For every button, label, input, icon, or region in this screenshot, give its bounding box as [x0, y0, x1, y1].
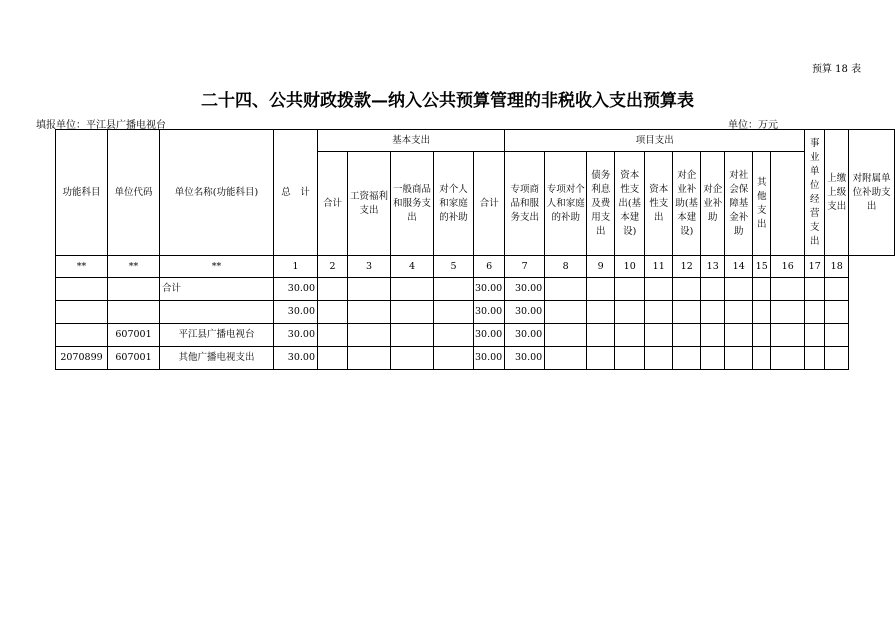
table-cell: 30.00 — [274, 278, 318, 301]
index-cell: ** — [160, 256, 274, 278]
index-cell: 17 — [805, 256, 825, 278]
table-cell — [645, 278, 673, 301]
budget-table — [55, 129, 895, 370]
table-cell — [391, 324, 434, 347]
table-cell — [56, 301, 108, 324]
table-cell — [545, 324, 587, 347]
table-cell: 2070899 — [56, 347, 108, 370]
table-cell — [545, 278, 587, 301]
table-cell — [318, 301, 348, 324]
table-cell — [645, 324, 673, 347]
form-code: 预算 18 表 — [812, 64, 862, 75]
index-cell: 1 — [274, 256, 318, 278]
header-project-enterprise-construction: 对企业补助(基本建设) — [673, 152, 701, 256]
table-cell — [545, 347, 587, 370]
header-enterprise: 事业单位经营支出 — [805, 130, 825, 256]
index-cell: ** — [108, 256, 160, 278]
table-cell — [825, 324, 849, 347]
header-subsidy: 对附属单位补助支出 — [849, 130, 895, 256]
table-cell — [645, 301, 673, 324]
table-cell — [615, 278, 645, 301]
index-cell: 12 — [673, 256, 701, 278]
table-cell — [587, 324, 615, 347]
table-cell: 30.00 — [474, 347, 505, 370]
index-cell: 2 — [318, 256, 348, 278]
table-cell: 30.00 — [474, 278, 505, 301]
page-title: 二十四、公共财政拨款—纳入公共预算管理的非税收入支出预算表 — [201, 91, 694, 111]
header-project-other: 其他支出 — [753, 152, 771, 256]
table-cell — [673, 301, 701, 324]
table-cell — [615, 301, 645, 324]
table-cell — [348, 301, 391, 324]
table-cell — [348, 347, 391, 370]
table-row — [56, 278, 895, 301]
table-cell — [753, 324, 771, 347]
header-basic-personal: 对个人和家庭的补助 — [434, 152, 474, 256]
table-cell — [825, 347, 849, 370]
table-cell — [434, 347, 474, 370]
header-project-capital-construction: 资本性支出(基本建设) — [615, 152, 645, 256]
table-cell — [108, 278, 160, 301]
index-cell: 14 — [725, 256, 753, 278]
table-cell — [771, 324, 805, 347]
table-cell: 30.00 — [274, 301, 318, 324]
table-cell: 607001 — [108, 324, 160, 347]
table-cell — [318, 347, 348, 370]
table-cell: 30.00 — [474, 324, 505, 347]
table-cell: 607001 — [108, 347, 160, 370]
table-cell: 30.00 — [474, 301, 505, 324]
table-cell — [673, 324, 701, 347]
index-cell: 11 — [645, 256, 673, 278]
header-func-subject: 功能科目 — [56, 130, 108, 256]
table-cell — [318, 278, 348, 301]
table-cell — [701, 301, 725, 324]
table-cell — [701, 278, 725, 301]
table-cell — [645, 347, 673, 370]
header-project-debt: 债务利息及费用支出 — [587, 152, 615, 256]
table-cell — [391, 301, 434, 324]
table-cell — [753, 301, 771, 324]
table-cell — [701, 347, 725, 370]
table-cell — [615, 324, 645, 347]
index-row — [56, 256, 895, 278]
index-cell: 5 — [434, 256, 474, 278]
table-cell — [348, 278, 391, 301]
table-cell: 30.00 — [274, 324, 318, 347]
header-basic-total: 合计 — [318, 152, 348, 256]
index-cell: 13 — [701, 256, 725, 278]
table-cell — [434, 324, 474, 347]
table-cell — [673, 278, 701, 301]
header-basic: 基本支出 — [318, 130, 505, 152]
table-cell — [805, 301, 825, 324]
table-cell — [545, 301, 587, 324]
table-cell: 平江县广播电视台 — [160, 324, 274, 347]
table-cell — [805, 278, 825, 301]
index-cell: 10 — [615, 256, 645, 278]
header-unit-code: 单位代码 — [108, 130, 160, 256]
index-cell: 8 — [545, 256, 587, 278]
table-cell — [587, 301, 615, 324]
table-cell — [615, 347, 645, 370]
table-cell: 30.00 — [505, 301, 545, 324]
header-unit-name: 单位名称(功能科目) — [160, 130, 274, 256]
table-cell — [725, 324, 753, 347]
table-cell — [825, 301, 849, 324]
index-cell: ** — [56, 256, 108, 278]
table-cell — [725, 278, 753, 301]
table-cell — [771, 278, 805, 301]
index-cell: 4 — [391, 256, 434, 278]
table-cell: 其他广播电视支出 — [160, 347, 274, 370]
table-cell — [587, 278, 615, 301]
table-cell — [753, 347, 771, 370]
header-project-capital: 资本性支出 — [645, 152, 673, 256]
table-cell — [805, 347, 825, 370]
index-cell: 6 — [474, 256, 505, 278]
table-cell: 30.00 — [274, 347, 318, 370]
header-project-total: 合计 — [474, 152, 505, 256]
index-cell: 9 — [587, 256, 615, 278]
table-cell — [825, 278, 849, 301]
index-cell: 3 — [348, 256, 391, 278]
currency-unit: 单位：万元 — [728, 120, 778, 131]
header-project-social-security: 对社会保障基金补助 — [725, 152, 753, 256]
table-cell: 30.00 — [505, 347, 545, 370]
table-cell — [805, 324, 825, 347]
table-cell — [391, 278, 434, 301]
table-cell — [434, 301, 474, 324]
reporting-unit: 填报单位：平江县广播电视台 — [36, 120, 166, 131]
table-cell — [771, 347, 805, 370]
table-cell — [587, 347, 615, 370]
header-upper: 上缴上级支出 — [825, 130, 849, 256]
header-project: 项目支出 — [505, 130, 805, 152]
table-cell — [108, 301, 160, 324]
index-cell: 15 — [753, 256, 771, 278]
table-body — [56, 278, 895, 370]
header-basic-wage: 工资福利支出 — [348, 152, 391, 256]
table-cell — [725, 347, 753, 370]
header-basic-goods: 一般商品和服务支出 — [391, 152, 434, 256]
table-cell — [56, 324, 108, 347]
table-cell — [391, 347, 434, 370]
table-cell: 合计 — [160, 278, 274, 301]
index-cell: 18 — [825, 256, 849, 278]
table-cell — [434, 278, 474, 301]
table-cell — [673, 347, 701, 370]
table-cell — [56, 278, 108, 301]
header-project-enterprise: 对企业补助 — [701, 152, 725, 256]
table-cell — [348, 324, 391, 347]
table-cell — [318, 324, 348, 347]
header-project-goods: 专项商品和服务支出 — [505, 152, 545, 256]
table-cell — [701, 324, 725, 347]
table-row — [56, 324, 895, 347]
header-project-personal: 专项对个人和家庭的补助 — [545, 152, 587, 256]
table-cell — [753, 278, 771, 301]
table-cell: 30.00 — [505, 324, 545, 347]
table-cell — [771, 301, 805, 324]
table-row — [56, 301, 895, 324]
header-total: 总 计 — [274, 130, 318, 256]
table-cell — [160, 301, 274, 324]
index-cell: 7 — [505, 256, 545, 278]
table-row — [56, 347, 895, 370]
table-cell — [725, 301, 753, 324]
index-cell: 16 — [771, 256, 805, 278]
table-cell: 30.00 — [505, 278, 545, 301]
